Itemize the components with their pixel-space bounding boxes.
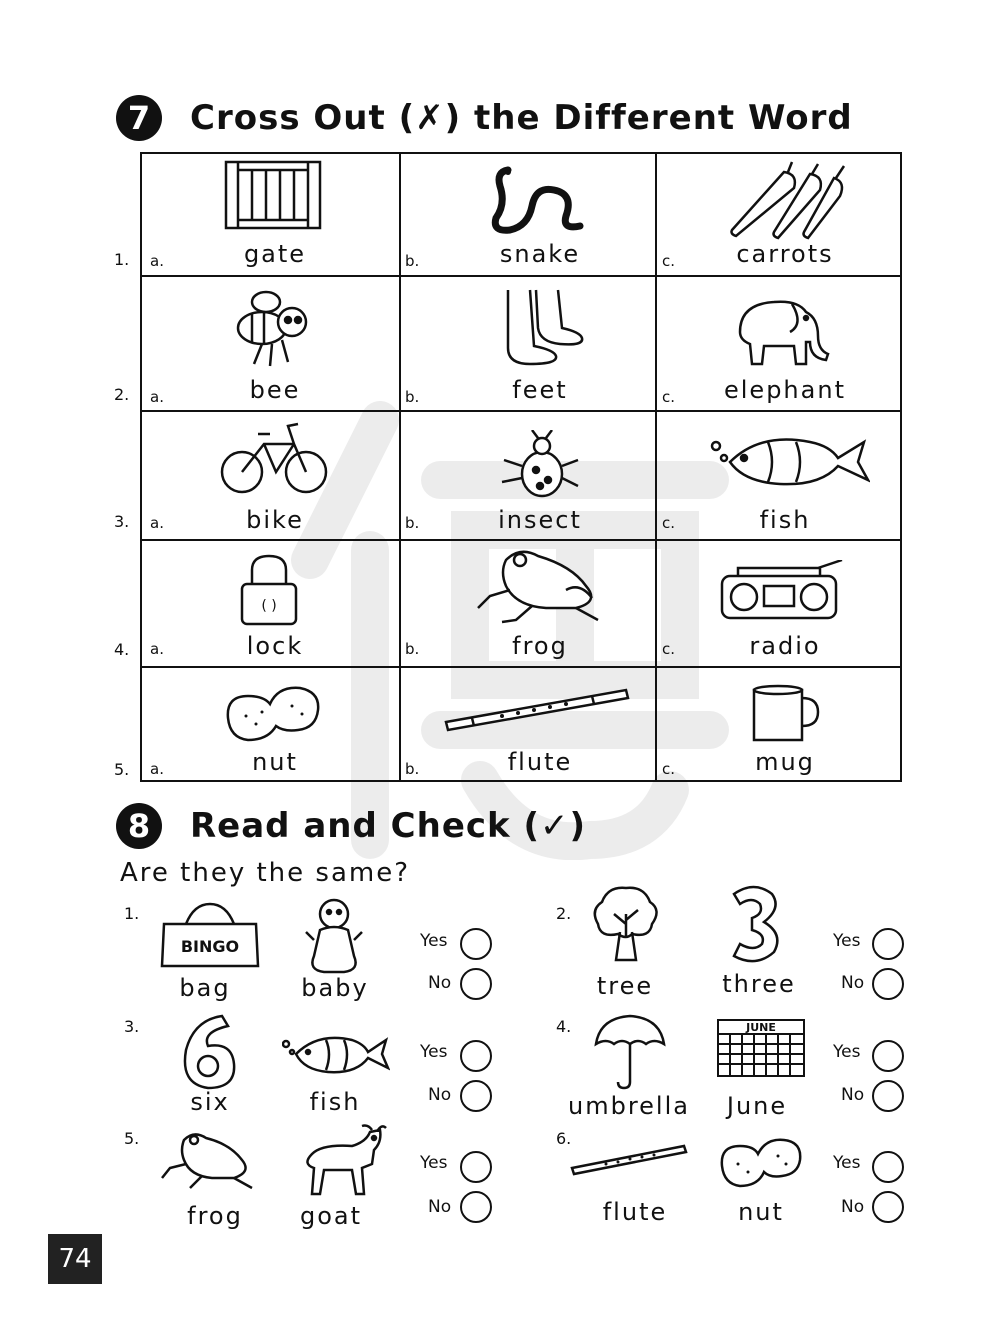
svg-text:JUNE: JUNE xyxy=(746,1021,776,1034)
option-letter: a. xyxy=(150,514,164,532)
word-umbrella: umbrella xyxy=(568,1092,690,1120)
yes-checkbox-4[interactable] xyxy=(872,1040,904,1072)
section-8-subtitle: Are they the same? xyxy=(120,858,411,888)
section-8-title: Read and Check (✓) xyxy=(190,806,587,846)
option-letter: a. xyxy=(150,252,164,270)
yes-label: Yes xyxy=(833,1042,861,1062)
option-letter: b. xyxy=(405,388,420,406)
umbrella-icon xyxy=(592,1012,668,1090)
item-number: 4. xyxy=(556,1017,572,1036)
option-letter: c. xyxy=(662,514,676,532)
row-number: 2. xyxy=(114,385,130,404)
no-label: No xyxy=(428,1085,452,1105)
option-letter: b. xyxy=(405,252,420,270)
feet-icon xyxy=(500,288,588,368)
no-label: No xyxy=(428,973,452,993)
option-letter: b. xyxy=(405,514,420,532)
bee-icon xyxy=(232,288,316,368)
item-number: 3. xyxy=(124,1017,140,1036)
table-divider xyxy=(142,666,900,668)
word-fish[interactable]: fish xyxy=(759,506,811,534)
elephant-icon xyxy=(734,288,834,368)
option-letter: c. xyxy=(662,640,676,658)
word-fish: fish xyxy=(309,1088,361,1116)
word-radio[interactable]: radio xyxy=(749,632,821,660)
word-flute: flute xyxy=(602,1198,668,1226)
word-feet[interactable]: feet xyxy=(512,376,568,404)
table-divider xyxy=(655,154,657,780)
word-gate[interactable]: gate xyxy=(243,240,307,268)
option-letter: a. xyxy=(150,640,164,658)
item-number: 6. xyxy=(556,1129,572,1148)
option-letter: b. xyxy=(405,760,420,778)
item-number: 2. xyxy=(556,904,572,923)
yes-checkbox-6[interactable] xyxy=(872,1151,904,1183)
no-checkbox-3[interactable] xyxy=(460,1080,492,1112)
yes-checkbox-3[interactable] xyxy=(460,1040,492,1072)
word-lock[interactable]: lock xyxy=(246,632,304,660)
word-bike[interactable]: bike xyxy=(246,506,304,534)
word-june: June xyxy=(726,1092,788,1120)
option-letter: a. xyxy=(150,388,164,406)
snake-icon xyxy=(488,160,588,236)
yes-label: Yes xyxy=(420,1153,448,1173)
table-divider xyxy=(142,539,900,541)
flute-icon xyxy=(570,1142,688,1176)
bag-icon xyxy=(158,902,262,972)
yes-label: Yes xyxy=(420,931,448,951)
table-divider xyxy=(142,275,900,277)
frog-icon xyxy=(160,1130,256,1192)
lock-icon xyxy=(238,552,300,628)
goat-icon xyxy=(292,1124,388,1198)
flute-icon xyxy=(442,684,632,732)
word-snake[interactable]: snake xyxy=(499,240,581,268)
gate-icon xyxy=(222,158,326,232)
word-mug[interactable]: mug xyxy=(755,748,815,776)
yes-label: Yes xyxy=(833,931,861,951)
table-divider xyxy=(142,410,900,412)
no-checkbox-2[interactable] xyxy=(872,968,904,1000)
page-number: 74 xyxy=(48,1234,102,1284)
option-letter: c. xyxy=(662,388,676,406)
row-number: 5. xyxy=(114,760,130,779)
no-label: No xyxy=(841,1085,865,1105)
row-number: 3. xyxy=(114,512,130,531)
section-7-number: 7 xyxy=(116,95,162,141)
yes-checkbox-2[interactable] xyxy=(872,928,904,960)
no-checkbox-5[interactable] xyxy=(460,1191,492,1223)
word-baby: baby xyxy=(301,974,369,1002)
section-8-number: 8 xyxy=(116,803,162,849)
word-three: three xyxy=(722,970,796,998)
bike-icon xyxy=(218,420,330,496)
fish-icon xyxy=(282,1030,390,1076)
option-letter: c. xyxy=(662,760,676,778)
baby-icon xyxy=(300,896,368,976)
svg-text:( ): ( ) xyxy=(261,598,277,614)
no-checkbox-6[interactable] xyxy=(872,1191,904,1223)
insect-icon xyxy=(498,430,580,502)
yes-label: Yes xyxy=(833,1153,861,1173)
no-checkbox-1[interactable] xyxy=(460,968,492,1000)
word-bag: bag xyxy=(179,974,231,1002)
tree-icon xyxy=(590,884,662,964)
row-number: 1. xyxy=(114,250,130,269)
carrots-icon xyxy=(722,160,852,240)
section-7-header xyxy=(116,95,853,141)
item-number: 5. xyxy=(124,1129,140,1148)
option-letter: c. xyxy=(662,252,676,270)
word-nut[interactable]: nut xyxy=(252,748,298,776)
no-label: No xyxy=(428,1197,452,1217)
radio-icon xyxy=(718,560,846,622)
section-7-title: Cross Out (✗) the Different Word xyxy=(190,98,853,138)
no-label: No xyxy=(841,973,865,993)
word-elephant[interactable]: elephant xyxy=(724,376,846,404)
word-nut: nut xyxy=(738,1198,784,1226)
svg-text:BINGO: BINGO xyxy=(180,937,240,956)
frog-icon xyxy=(476,546,606,626)
word-frog[interactable]: frog xyxy=(512,632,568,660)
word-six: six xyxy=(190,1088,230,1116)
number-three-icon xyxy=(726,884,784,966)
word-tree: tree xyxy=(596,972,654,1000)
word-flute[interactable]: flute xyxy=(507,748,573,776)
row-number: 4. xyxy=(114,640,130,659)
nut-icon xyxy=(222,682,322,744)
word-bee[interactable]: bee xyxy=(249,376,301,404)
table-divider xyxy=(399,154,401,780)
calendar-icon xyxy=(714,1016,808,1080)
nut-icon xyxy=(718,1134,804,1190)
section-8-header xyxy=(116,803,586,849)
word-goat: goat xyxy=(299,1202,363,1230)
option-letter: a. xyxy=(150,760,164,778)
word-insect[interactable]: insect xyxy=(498,506,582,534)
mug-icon xyxy=(750,682,822,744)
fish-icon xyxy=(710,428,870,490)
no-checkbox-4[interactable] xyxy=(872,1080,904,1112)
number-six-icon xyxy=(178,1012,240,1092)
yes-checkbox-5[interactable] xyxy=(460,1151,492,1183)
no-label: No xyxy=(841,1197,865,1217)
option-letter: b. xyxy=(405,640,420,658)
yes-label: Yes xyxy=(420,1042,448,1062)
item-number: 1. xyxy=(124,904,140,923)
word-frog: frog xyxy=(187,1202,243,1230)
yes-checkbox-1[interactable] xyxy=(460,928,492,960)
word-carrots[interactable]: carrots xyxy=(736,240,834,268)
